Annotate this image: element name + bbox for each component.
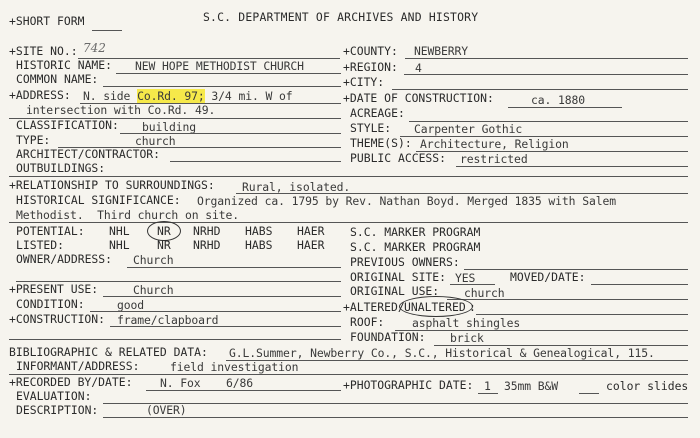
city-label: +CITY:: [343, 75, 385, 89]
short-form-label: +SHORT FORM: [9, 14, 85, 28]
public-access-label: PUBLIC ACCESS:: [350, 151, 447, 165]
relationship-label: +RELATIONSHIP TO SURROUNDINGS:: [9, 178, 215, 192]
listed-label: LISTED:: [16, 238, 65, 252]
county-label: +COUNTY:: [343, 44, 398, 58]
present-use-rule: [103, 296, 341, 297]
construction-rule: [110, 326, 341, 327]
classification-value: building: [142, 120, 197, 134]
informant-value: field investigation: [170, 360, 299, 374]
present-use-label: +PRESENT USE:: [9, 282, 99, 296]
potential-nrhd: NRHD: [193, 224, 221, 238]
potential-habs: HABS: [245, 224, 273, 238]
listed-nr: NR: [157, 238, 171, 252]
site-no-label: +SITE NO.:: [9, 44, 78, 58]
unaltered-circle: [399, 296, 473, 317]
altered-tail: :: [469, 300, 476, 314]
historic-name-rule: [116, 73, 341, 74]
significance-value-line1: Organized ca. 1795 by Rev. Nathan Boyd. Merged 1835 with Salem: [197, 194, 616, 208]
themes-rule: [416, 151, 688, 152]
themes-value: Architecture, Religion: [420, 137, 569, 151]
original-use-rule: [447, 299, 688, 300]
unaltered-label: UNALTERED: [404, 300, 466, 314]
architect-label: ARCHITECT/CONTRACTOR:: [16, 147, 161, 161]
recorded-rule: [146, 390, 341, 391]
outbuildings-label: OUTBUILDINGS:: [16, 161, 106, 175]
potential-label: POTENTIAL:: [16, 224, 85, 238]
original-site-label: ORIGINAL SITE:: [350, 270, 447, 284]
address-value-highlight: Co.Rd. 97;: [137, 89, 205, 103]
relationship-value: Rural, isolated.: [242, 180, 351, 194]
significance-value-line2: Methodist. Third church on site.: [16, 208, 240, 222]
informant-label: INFORMANT/ADDRESS:: [16, 359, 140, 373]
listed-nrhd: NRHD: [193, 238, 221, 252]
listed-nhl: NHL: [109, 238, 130, 252]
moved-label: MOVED/DATE:: [510, 270, 586, 284]
owner-rule: [127, 267, 341, 268]
foundation-label: FOUNDATION:: [350, 330, 426, 344]
photo-slides: color slides: [606, 379, 689, 393]
condition-rule: [90, 311, 341, 312]
address-value-line2: intersection with Co.Rd. 49.: [26, 103, 216, 117]
previous-owners-label: PREVIOUS OWNERS:: [350, 255, 460, 269]
date-construction-value: ca. 1880: [531, 93, 586, 107]
potential-marker-label: S.C. MARKER PROGRAM: [350, 225, 481, 239]
type-value: church: [135, 134, 176, 148]
significance-rule: [9, 222, 688, 223]
recorded-date: 6/86: [226, 376, 254, 390]
potential-nhl: NHL: [109, 224, 130, 238]
outbuildings-rule: [9, 176, 688, 177]
original-use-value: church: [464, 286, 505, 300]
address-value: [83, 91, 293, 102]
address-value-a: N. side: [83, 89, 131, 103]
roof-rule: [395, 330, 688, 331]
themes-label: THEME(S):: [350, 136, 412, 150]
recorded-name: N. Fox: [160, 376, 201, 390]
date-construction-label: +DATE OF CONSTRUCTION:: [343, 91, 494, 105]
acreage-label: ACREAGE:: [350, 106, 405, 120]
public-access-value: restricted: [460, 152, 528, 166]
historic-name-label: HISTORIC NAME:: [16, 58, 113, 72]
photo-count-rule: [478, 393, 498, 394]
description-rule: [103, 417, 688, 418]
moved-rule: [591, 284, 688, 285]
condition-label: CONDITION:: [16, 297, 85, 311]
site-no-value: 742: [83, 41, 106, 55]
biblio-value: G.L.Summer, Newberry Co., S.C., Historical & Genealogical, 115.: [229, 346, 655, 360]
photo-label: +PHOTOGRAPHIC DATE:: [343, 378, 474, 392]
listed-marker-label: S.C. MARKER PROGRAM: [350, 240, 481, 254]
city-rule: [392, 89, 688, 90]
address-value-b: 3/4 mi. W of: [211, 89, 293, 103]
evaluation-rule: [103, 403, 688, 404]
short-form-rule: [92, 30, 122, 31]
significance-label: HISTORICAL SIGNIFICANCE:: [16, 193, 181, 207]
address-label: +ADDRESS:: [9, 88, 71, 102]
present-use-value: Church: [133, 283, 174, 297]
department-title: S.C. DEPARTMENT OF ARCHIVES AND HISTORY: [203, 10, 479, 24]
potential-nr: NR: [157, 224, 171, 238]
architect-rule: [170, 161, 341, 162]
common-name-rule: [103, 86, 341, 87]
style-label: STYLE:: [350, 121, 392, 135]
biblio-label: BIBLIOGRAPHIC & RELATED DATA:: [9, 345, 208, 359]
construction-value: frame/clapboard: [117, 313, 219, 327]
classification-label: CLASSIFICATION:: [16, 118, 119, 132]
style-value: Carpenter Gothic: [414, 122, 523, 136]
listed-haer: HAER: [297, 238, 325, 252]
roof-label: ROOF:: [350, 315, 385, 329]
description-label: DESCRIPTION:: [16, 403, 99, 417]
potential-haer: HAER: [297, 224, 325, 238]
region-rule: [404, 74, 688, 75]
construction-label: +CONSTRUCTION:: [9, 312, 106, 326]
photo-bw: 35mm B&W: [504, 379, 559, 393]
type-label: TYPE:: [16, 133, 51, 147]
listed-habs: HABS: [245, 238, 273, 252]
county-rule: [405, 58, 688, 59]
owner-value: Church: [133, 253, 174, 267]
common-name-label: COMMON NAME:: [16, 72, 99, 86]
owner-label: OWNER/ADDRESS:: [16, 252, 113, 266]
region-value: 4: [415, 61, 422, 75]
recorded-label: +RECORDED BY/DATE:: [9, 375, 133, 389]
photo-slides-rule: [579, 393, 599, 394]
public-access-rule: [456, 166, 688, 167]
foundation-value: brick: [450, 331, 484, 345]
construction-rule-2: [9, 339, 341, 340]
condition-value: good: [117, 298, 145, 312]
altered-label: +ALTERED/: [343, 300, 405, 314]
historic-name-value: NEW HOPE METHODIST CHURCH: [135, 59, 304, 73]
region-label: +REGION:: [343, 60, 398, 74]
description-value: (OVER): [146, 403, 187, 417]
evaluation-label: EVALUATION:: [16, 389, 92, 403]
county-value: NEWBERRY: [414, 44, 469, 58]
original-use-label: ORIGINAL USE:: [350, 284, 440, 298]
photo-count: 1: [484, 379, 491, 393]
original-site-value: YES: [455, 271, 476, 285]
altered-rule: [476, 314, 688, 315]
original-site-rule: [450, 284, 495, 285]
date-construction-rule: [508, 107, 622, 108]
roof-value: asphalt shingles: [412, 316, 521, 330]
